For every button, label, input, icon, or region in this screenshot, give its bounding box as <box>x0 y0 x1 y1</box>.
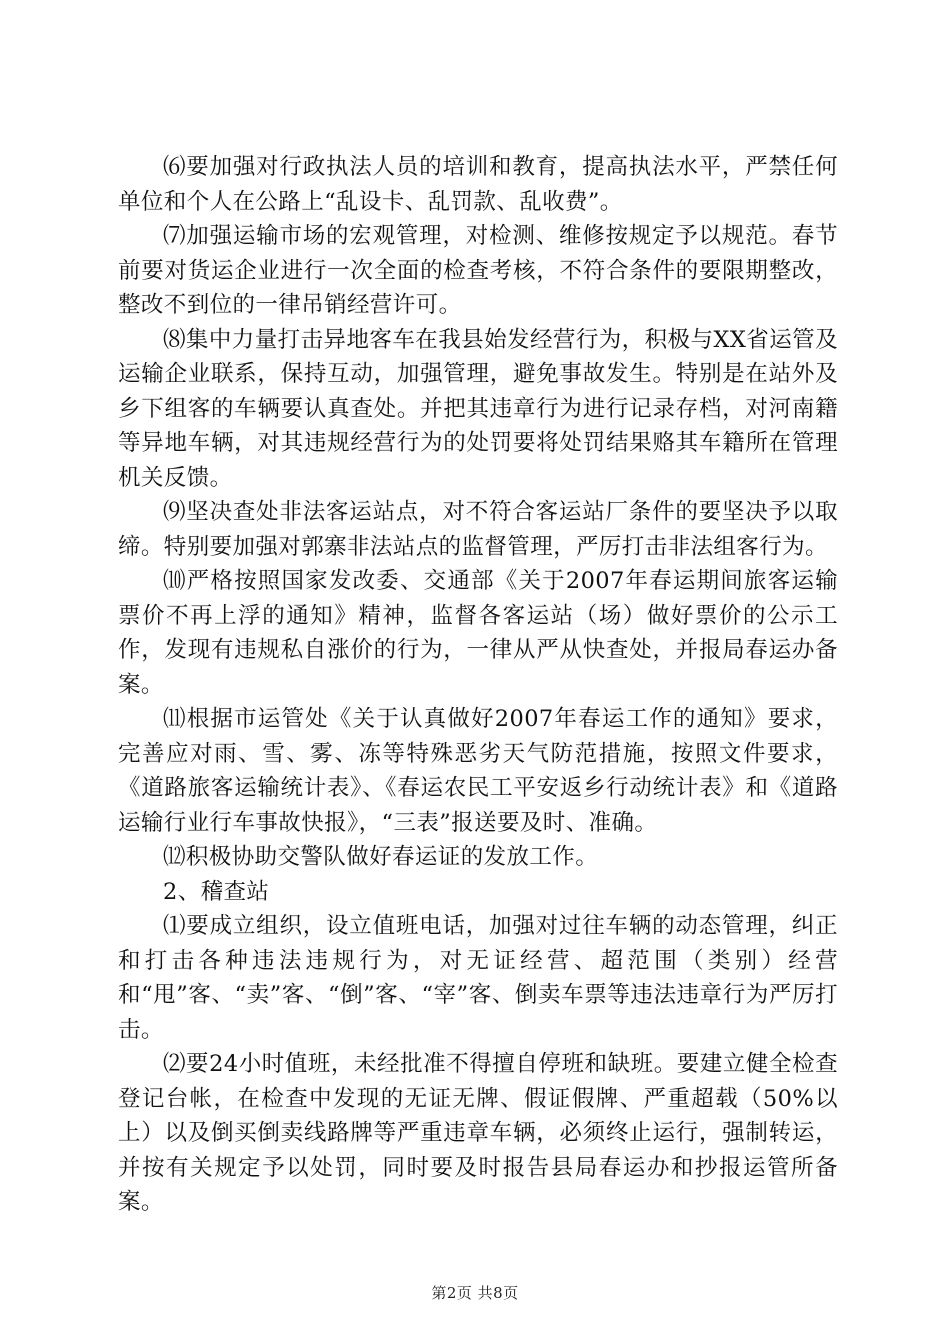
paragraph-item-12: ⑿积极协助交警队做好春运证的发放工作。 <box>163 844 599 870</box>
paragraph-station-item-2: ⑵要24小时值班，未经批准不得擅自停班和缺班。要建立健全检查登记台帐，在检查中发现的无证无牌、假证假牌、严重超载（50%以上）以及倒买倒卖线路牌等严重违章车辆，必须终止运行，强制转运，并按有关规定予以处罚，同时要及时报告县局春运办和抄报运管所备案。 <box>118 1051 838 1215</box>
paragraph-item-11: ⑾根据市运管处《关于认真做好2007年春运工作的通知》要求，完善应对雨、雪、雾、冻等特殊恶劣天气防范措施，按照文件要求，《道路旅客运输统计表》、《春运农民工平安返乡行动统计表》和《道路运输行业行车事故快报》，“三表”报送要及时、准确。 <box>118 706 838 836</box>
paragraph-station-item-1: ⑴要成立组织，设立值班电话，加强对过往车辆的动态管理，纠正和打击各种违法违规行为，对无证经营、超范围（类别）经营和“甩”客、“卖”客、“倒”客、“宰”客、倒卖车票等违法违章行为严厉打击。 <box>118 913 838 1043</box>
paragraph-item-10: ⑽严格按照国家发改委、交通部《关于2007年春运期间旅客运输票价不再上浮的通知》精神，监督各客运站（场）做好票价的公示工作，发现有违规私自涨价的行为，一律从严从快查处，并报局春运办备案。 <box>118 568 838 698</box>
paragraph-item-9: ⑼坚决查处非法客运站点，对不符合客运站厂条件的要坚决予以取缔。特别要加强对郭寨非法站点的监督管理，严厉打击非法组客行为。 <box>118 499 838 560</box>
section-heading-inspection-station: 2、稽查站 <box>163 878 270 905</box>
paragraph-item-7: ⑺加强运输市场的宏观管理，对检测、维修按规定予以规范。春节前要对货运企业进行一次全面的检查考核，不符合条件的要限期整改，整改不到位的一律吊销经营许可。 <box>118 223 838 318</box>
document-body <box>118 150 838 1220</box>
page-number-footer: 第2页 共8页 <box>431 1284 519 1302</box>
paragraph-item-8: ⑻集中力量打击异地客车在我县始发经营行为，积极与XX省运管及运输企业联系，保持互动，加强管理，避免事故发生。特别是在站外及乡下组客的车辆要认真查处。并把其违章行为进行记录存档，对河南籍等异地车辆，对其违规经营行为的处罚要将处罚结果赂其车籍所在管理机关反馈。 <box>118 326 838 491</box>
paragraph-item-6: ⑹要加强对行政执法人员的培训和教育，提高执法水平，严禁任何单位和个人在公路上“乱设卡、乱罚款、乱收费”。 <box>118 154 838 215</box>
